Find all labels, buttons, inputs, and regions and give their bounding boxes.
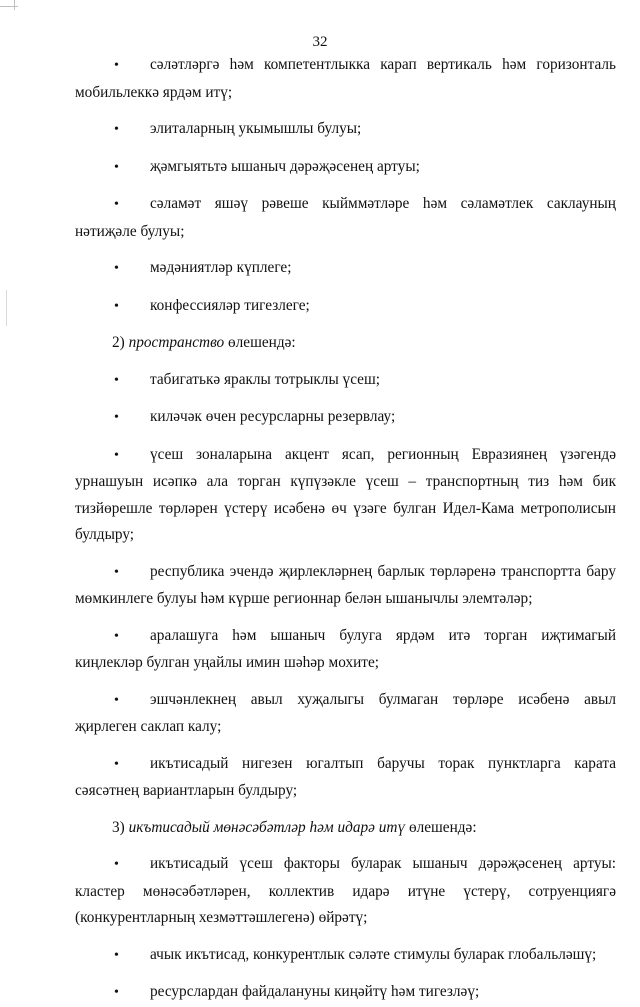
- bullet-item: [75, 559, 616, 613]
- scan-edge-mark: [14, 0, 15, 10]
- bullet-icon: [114, 979, 150, 1007]
- bullet-icon: [114, 751, 150, 779]
- section-suffix: өлешендә:: [228, 334, 296, 351]
- bullet-text: элиталарның укымышлы булуы;: [150, 120, 362, 137]
- bullet-icon: [114, 116, 150, 144]
- bullet-text: республика эчендә җирлекләрнең барлык төрләренә транспортта бару мөмкинлеге булуы һәм күрше регионнар белән ышанычлы элемтәләр;: [75, 562, 616, 607]
- bullet-icon: [114, 293, 150, 321]
- bullet-icon: [114, 687, 150, 715]
- bullet-item: [75, 942, 616, 970]
- bullet-icon: [114, 942, 150, 970]
- bullet-text: аралашуга һәм ышаныч булуга ярдәм итә торган иҗтимагый киңлекләр булган уңайлы имин шәһәр мохите;: [75, 626, 616, 671]
- section-number: 2): [112, 334, 125, 351]
- page-body: [75, 52, 616, 1007]
- bullet-item: [75, 116, 616, 144]
- bullet-icon: [114, 255, 150, 283]
- bullet-text: сәламәт яшәү рәвеше кыйммәтләре һәм сәламәтлек саклауның нәтиҗәле булуы;: [75, 195, 616, 240]
- bullet-item: [75, 367, 616, 395]
- bullet-item: [75, 293, 616, 321]
- bullet-item: [75, 687, 616, 741]
- bullet-text: табигатькә яраклы тотрыклы үсеш;: [150, 370, 380, 388]
- bullet-icon: [114, 623, 150, 651]
- bullet-item: [75, 191, 616, 245]
- bullet-icon: [114, 442, 150, 470]
- bullet-icon: [114, 154, 150, 182]
- scan-edge-mark: [0, 6, 18, 7]
- bullet-item: [75, 751, 616, 805]
- bullet-item: [75, 979, 616, 1007]
- bullet-icon: [114, 559, 150, 587]
- bullet-icon: [114, 404, 150, 432]
- bullet-text: киләчәк өчен ресурсларны резервлау;: [150, 408, 396, 425]
- bullet-text: эшчәнлекнең авыл хуҗалыгы булмаган төрләре исәбенә авыл җирлеген саклап калу;: [75, 690, 616, 735]
- section-number: 3): [112, 818, 125, 836]
- bullet-text: ресурслардан файдалануны киңәйтү һәм тигезләү;: [150, 983, 480, 1000]
- bullet-item: [75, 52, 616, 106]
- section-heading: [75, 815, 616, 842]
- bullet-icon: [114, 851, 150, 879]
- bullet-text: үсеш зоналарына акцент ясап, регионның Евразиянең үзәгендә урнашуын исәпкә ала торган күпүзәкле үсеш – транспортның тиз һәм бик тизйөрешле төрләрен үстерү исәбенә өч үзәге булган Идел-Кама метрополисын булдыру;: [75, 445, 616, 543]
- bullet-icon: [114, 52, 150, 80]
- bullet-item: [75, 255, 616, 283]
- section-heading: [75, 330, 616, 357]
- bullet-item: [75, 442, 616, 549]
- bullet-icon: [114, 191, 150, 219]
- bullet-item: [75, 623, 616, 677]
- bullet-text: икътисадый нигезен югалтып баручы торак пунктларга карата сәясәтнең вариантларын булдыру;: [75, 754, 616, 799]
- bullet-icon: [114, 367, 150, 395]
- scan-edge-mark: [6, 290, 7, 326]
- bullet-item: [75, 851, 616, 932]
- section-title: пространство: [128, 334, 225, 351]
- bullet-text: мәдәниятләр күплеге;: [150, 259, 292, 276]
- page-number: 32: [312, 34, 328, 50]
- bullet-text: конфессияләр тигезлеге;: [150, 296, 310, 314]
- bullet-item: [75, 404, 616, 432]
- section-title: икътисадый мөнәсәбәтләр һәм идарә итү: [128, 818, 406, 836]
- bullet-text: ачык икътисад, конкурентлык сәләте стимулы буларак глобальләшү;: [150, 945, 597, 963]
- bullet-text: җәмгыятьтә ышаныч дәрәҗәсенең артуы;: [150, 157, 420, 175]
- bullet-text: сәләтләргә һәм компетентлыкка карап вертикаль һәм горизонталь мобильлеккә ярдәм итү;: [75, 56, 616, 101]
- bullet-text: икътисадый үсеш факторы буларак ышаныч дәрәҗәсенең артуы: кластер мөнәсәбәтләрен, коллектив идарә итүне үстерү, сотруенциягә (конкурентларның хезмәттәшлегенә) өйрәтү;: [75, 855, 616, 926]
- bullet-item: [75, 154, 616, 182]
- section-suffix: өлешендә:: [408, 818, 477, 836]
